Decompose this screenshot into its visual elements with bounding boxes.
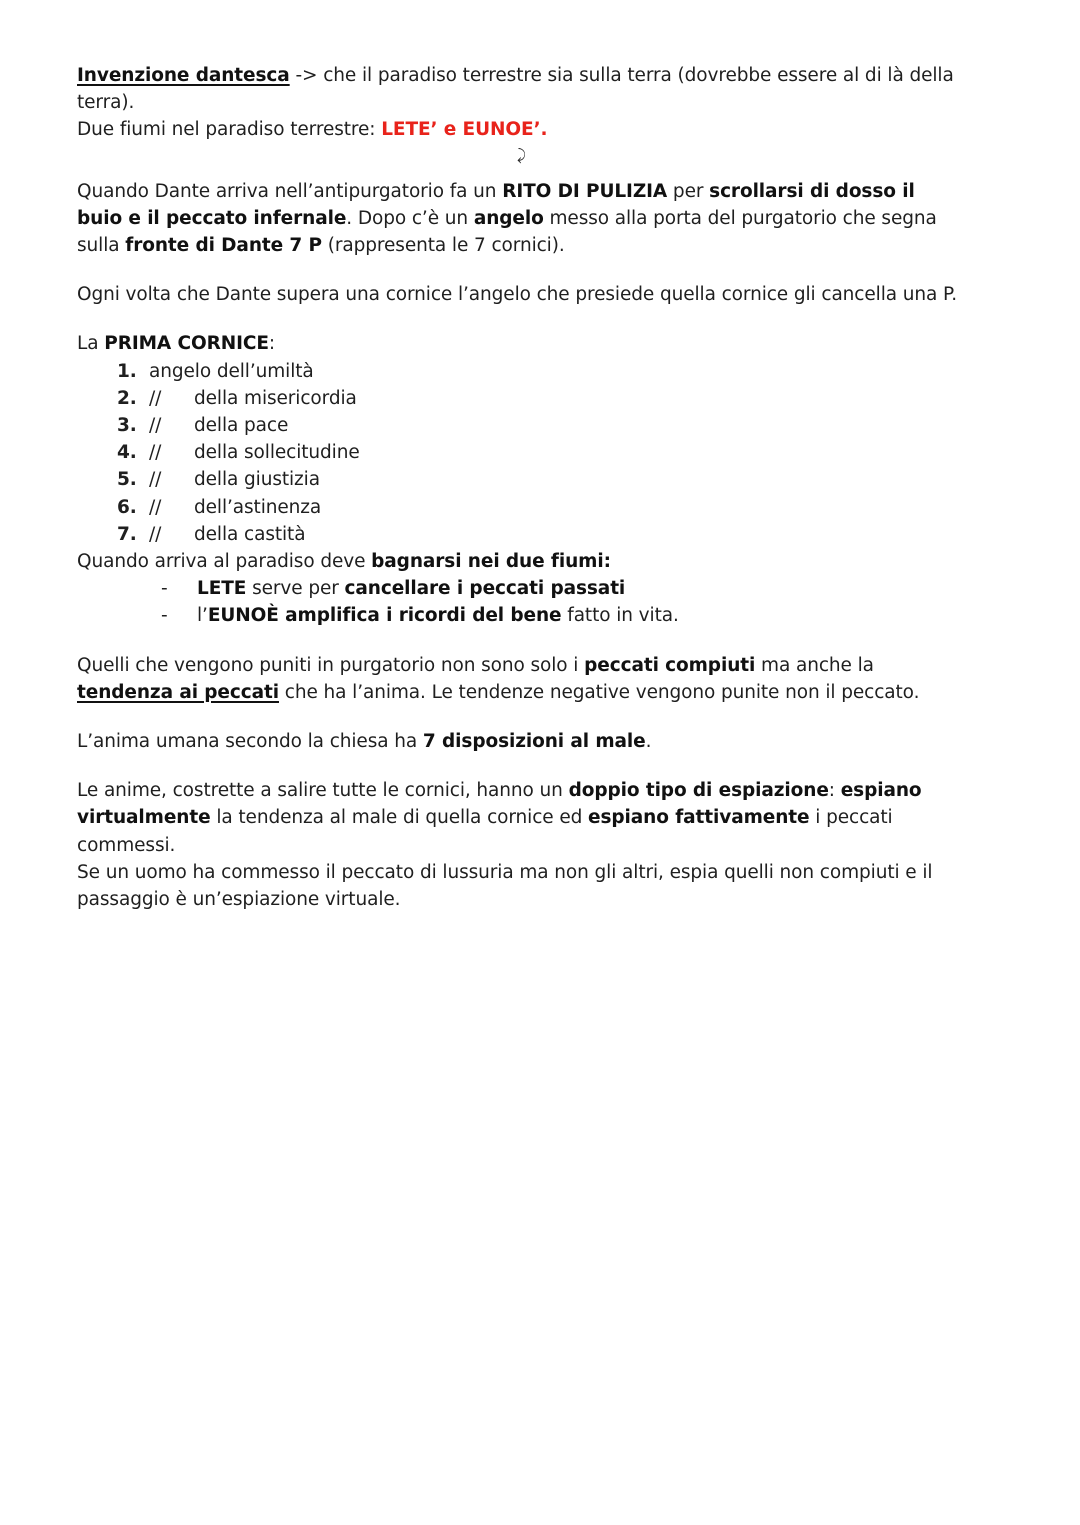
- puniti-underlined: tendenza ai peccati: [77, 681, 279, 703]
- paragraph-lussuria: Se un uomo ha commesso il peccato di lussuria ma non gli altri, espia quelli non compiuti e il passaggio è un’espiazione virtuale.: [77, 861, 933, 911]
- anima-text-2: .: [645, 731, 652, 753]
- list-item: [161, 575, 957, 602]
- list-item: [161, 602, 957, 629]
- list-item: [117, 466, 957, 493]
- list-item: [117, 412, 957, 439]
- rito-bold-3: angelo: [473, 207, 544, 229]
- prima-cornice-bold: PRIMA CORNICE: [104, 333, 269, 355]
- list-number: 6.: [117, 496, 137, 518]
- fiumi-list: [77, 575, 957, 629]
- prima-cornice-post: :: [268, 333, 276, 355]
- list-text: della misericordia: [194, 387, 357, 409]
- ditto-mark: //: [149, 415, 162, 437]
- anime-text-1: Le anime, costrette a salire tutte le cornici, hanno un: [77, 780, 569, 802]
- rito-text-4: messo alla porta del purgatorio che segna sulla: [77, 207, 937, 257]
- anime-text-2: :: [828, 780, 841, 802]
- anime-bold-1: doppio tipo di espiazione: [568, 780, 829, 802]
- puniti-text-1: Quelli che vengono puniti in purgatorio non sono solo i: [77, 654, 585, 676]
- ditto-mark: //: [149, 469, 162, 491]
- list-item: [117, 521, 957, 548]
- document-page: [77, 62, 957, 913]
- rito-text-1: Quando Dante arriva nell’antipurgatorio fa un: [77, 180, 503, 202]
- fiume-tail: fatto in vita.: [561, 605, 679, 627]
- list-number: 5.: [117, 469, 137, 491]
- paradiso-bold: bagnarsi nei due fiumi:: [371, 551, 611, 573]
- rito-text-2: per: [667, 180, 710, 202]
- anime-text-3: la tendenza al male di quella cornice ed: [210, 807, 589, 829]
- rito-bold-4: fronte di Dante 7 P: [125, 235, 322, 257]
- list-number: 7.: [117, 523, 137, 545]
- fiume-bold: cancellare i peccati passati: [344, 578, 626, 600]
- paragraph-paradiso: [77, 548, 957, 575]
- anima-bold: 7 disposizioni al male: [422, 731, 646, 753]
- puniti-text-2: ma anche la: [755, 654, 874, 676]
- handwritten-mark: [77, 144, 957, 178]
- ditto-mark: //: [149, 387, 162, 409]
- ditto-mark: //: [149, 442, 162, 464]
- invenzione-text: -> che il paradiso terrestre sia sulla terra (dovrebbe essere al di là della terra).: [77, 65, 954, 114]
- dash-bullet: -: [161, 605, 168, 627]
- list-item: [117, 385, 957, 412]
- paragraph-due-fiumi: [77, 116, 957, 143]
- invenzione-label: Invenzione dantesca: [77, 65, 290, 86]
- list-text: della sollecitudine: [194, 442, 360, 464]
- list-text: della giustizia: [194, 469, 320, 491]
- fiumi-names-red: LETE’ e EUNOE’.: [381, 119, 548, 141]
- paragraph-invenzione: [77, 62, 957, 116]
- paragraph-puniti: [77, 652, 957, 706]
- prima-cornice-pre: La: [77, 333, 105, 355]
- heading-prima-cornice: [77, 330, 957, 357]
- list-number: 1.: [117, 360, 137, 382]
- anime-bold-3: espiano fattivamente: [588, 807, 810, 829]
- cornici-list: [77, 358, 957, 548]
- fiume-text: serve per: [246, 578, 345, 600]
- rito-text-3: . Dopo c’è un: [346, 207, 474, 229]
- dash-bullet: -: [161, 578, 168, 600]
- paragraph-rito: [77, 178, 957, 260]
- ditto-mark: //: [149, 496, 162, 518]
- list-item: [117, 439, 957, 466]
- ditto-mark: //: [149, 523, 162, 545]
- paragraph-ogni-volta: Ogni volta che Dante supera una cornice l’angelo che presiede quella cornice gli cancella una P.: [77, 284, 957, 306]
- list-number: 2.: [117, 387, 137, 409]
- fiume-text: l’: [197, 605, 208, 627]
- rito-text-5: (rappresenta le 7 cornici).: [322, 235, 565, 257]
- paragraph-anime: [77, 777, 957, 859]
- anima-text-1: L’anima umana secondo la chiesa ha: [77, 731, 423, 753]
- paragraph-anima: [77, 728, 957, 755]
- list-number: 4.: [117, 442, 137, 464]
- squiggle-icon: ⤸: [517, 145, 526, 164]
- list-text: della castità: [194, 523, 306, 545]
- rito-bold-1: RITO DI PULIZIA: [502, 180, 668, 202]
- fiumi-text: Due fiumi nel paradiso terrestre:: [77, 119, 382, 141]
- list-text: dell’astinenza: [194, 496, 322, 518]
- list-item: [117, 358, 957, 385]
- list-text: angelo dell’umiltà: [149, 360, 314, 382]
- rito-bold-2: scrollarsi di dosso il buio e il peccato infernale: [77, 180, 915, 229]
- fiume-name: LETE: [197, 578, 247, 600]
- list-number: 3.: [117, 415, 137, 437]
- fiume-bold: EUNOÈ amplifica i ricordi del bene: [207, 605, 562, 627]
- anime-bold-2: espiano virtualmente: [77, 780, 922, 829]
- anime-text-4: i peccati commessi.: [77, 807, 893, 856]
- list-text: della pace: [194, 415, 289, 437]
- puniti-text-3: che ha l’anima. Le tendenze negative vengono punite non il peccato.: [278, 681, 920, 703]
- puniti-bold-1: peccati compiuti: [584, 654, 756, 676]
- list-item: [117, 494, 957, 521]
- paradiso-text: Quando arriva al paradiso deve: [77, 551, 372, 573]
